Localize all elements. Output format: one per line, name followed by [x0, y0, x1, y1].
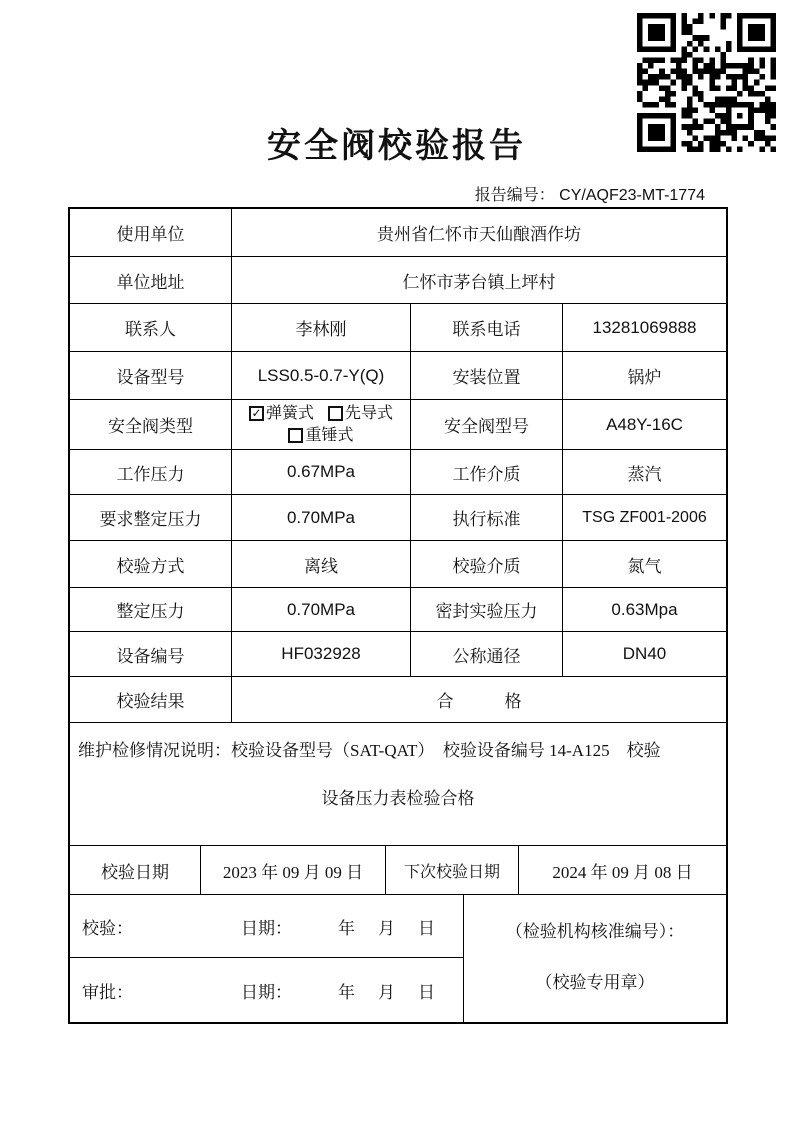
- approver-ymd: 年 月 日: [338, 982, 438, 1002]
- use-unit-value: 贵州省仁怀市天仙酿酒作坊: [377, 225, 581, 244]
- device-no-label: 设备编号: [70, 632, 232, 676]
- next-date-value: 2024 年 09 月 08 日: [552, 862, 693, 882]
- option-pilot-label: 先导式: [345, 404, 394, 422]
- row-contact: [70, 304, 726, 352]
- device-no-value: HF032928: [232, 632, 411, 676]
- valve-model-value: A48Y-16C: [606, 414, 683, 434]
- signature-section: [70, 895, 726, 1022]
- phone-value: 13281069888: [592, 317, 697, 337]
- calibrator-label: 校验：: [82, 918, 133, 938]
- install-location-value: 锅炉: [627, 368, 662, 387]
- valve-model-label: 安全阀型号: [411, 400, 563, 449]
- row-use-unit: [70, 209, 726, 257]
- row-device-no: [70, 632, 726, 677]
- install-location-label: 安装位置: [411, 352, 563, 399]
- phone-label: 联系电话: [411, 304, 563, 351]
- row-required-set-pressure: [70, 495, 726, 541]
- seal-test-pressure-label: 密封实验压力: [411, 588, 563, 631]
- device-model-value: LSS0.5-0.7-Y(Q): [232, 352, 411, 399]
- option-weight: [288, 425, 353, 447]
- checkbox-unchecked-icon: [328, 406, 343, 421]
- set-pressure-value: 0.70MPa: [232, 588, 411, 631]
- stamp-approval-no-label: （检验机构核准编号）：: [505, 922, 685, 941]
- stamp-seal-label: （校验专用章）: [535, 973, 655, 992]
- method-value: 离线: [232, 541, 411, 587]
- calibrator-date-label: 日期：: [241, 918, 292, 938]
- next-date-label: 下次校验日期: [386, 846, 519, 894]
- device-model-label: 设备型号: [70, 352, 232, 399]
- seal-test-pressure-value: 0.63Mpa: [611, 599, 678, 619]
- set-pressure-label: 整定压力: [70, 588, 232, 631]
- use-unit-label: 使用单位: [70, 209, 232, 256]
- calibration-date-value: 2023 年 09 月 09 日: [201, 846, 386, 894]
- sign-row-calibrator: [70, 895, 464, 958]
- row-maintenance: [70, 723, 726, 846]
- row-set-pressure: [70, 588, 726, 632]
- row-result: [70, 677, 726, 723]
- page-title: 安全阀校验报告: [267, 128, 526, 165]
- row-device-model: [70, 352, 726, 400]
- option-pilot: [328, 403, 393, 425]
- sign-row-approver: [70, 958, 464, 1022]
- result-value: 合 格: [436, 692, 522, 711]
- calibrator-ymd: 年 月 日: [338, 918, 438, 938]
- option-weight-label: 重锤式: [305, 426, 354, 444]
- row-valve-type: [70, 400, 726, 450]
- row-address: [70, 257, 726, 304]
- test-medium-label: 校验介质: [411, 541, 563, 587]
- maintenance-note-line2: 设备压力表检验合格: [321, 789, 475, 808]
- calibration-date-label: 校验日期: [70, 846, 201, 894]
- valve-type-options: [232, 400, 411, 449]
- row-method: [70, 541, 726, 588]
- approver-date-label: 日期：: [241, 982, 292, 1002]
- report-table: [68, 207, 728, 1024]
- address-label: 单位地址: [70, 257, 232, 303]
- method-label: 校验方式: [70, 541, 232, 587]
- contact-value: 李林刚: [232, 304, 411, 351]
- checkbox-checked-icon: ✓: [249, 406, 264, 421]
- nominal-diameter-label: 公称通径: [411, 632, 563, 676]
- work-pressure-label: 工作压力: [70, 450, 232, 494]
- option-spring-label: 弹簧式: [265, 404, 314, 422]
- maintenance-note: [70, 723, 726, 845]
- checkbox-unchecked-icon: [288, 428, 303, 443]
- valve-type-options-line1: [249, 403, 393, 425]
- approver-label: 审批：: [82, 982, 133, 1002]
- report-number-line: [475, 182, 705, 205]
- stamp-area: [464, 895, 726, 1022]
- result-label: 校验结果: [70, 677, 232, 722]
- contact-label: 联系人: [70, 304, 232, 351]
- work-medium-label: 工作介质: [411, 450, 563, 494]
- report-number-label: 报告编号：: [474, 187, 555, 204]
- required-set-pressure-value: 0.70MPa: [232, 495, 411, 540]
- maintenance-note-line1: 维护检修情况说明：校验设备型号（SAT-QAT） 校验设备编号 14-A125 校验: [78, 741, 661, 760]
- work-medium-value: 蒸汽: [627, 464, 662, 484]
- valve-type-label: 安全阀类型: [70, 400, 232, 449]
- test-medium-value: 氮气: [627, 556, 662, 576]
- report-number-value: CY/AQF23-MT-1774: [559, 187, 705, 204]
- address-value: 仁怀市茅台镇上坪村: [402, 272, 556, 292]
- standard-label: 执行标准: [411, 495, 563, 540]
- option-spring: [249, 403, 314, 425]
- required-set-pressure-label: 要求整定压力: [70, 495, 232, 540]
- valve-type-options-line2: [288, 425, 353, 447]
- work-pressure-value: 0.67MPa: [232, 450, 411, 494]
- row-work-pressure: [70, 450, 726, 495]
- row-dates: [70, 846, 726, 895]
- nominal-diameter-value: DN40: [622, 644, 667, 663]
- standard-value: TSG ZF001-2006: [582, 508, 707, 526]
